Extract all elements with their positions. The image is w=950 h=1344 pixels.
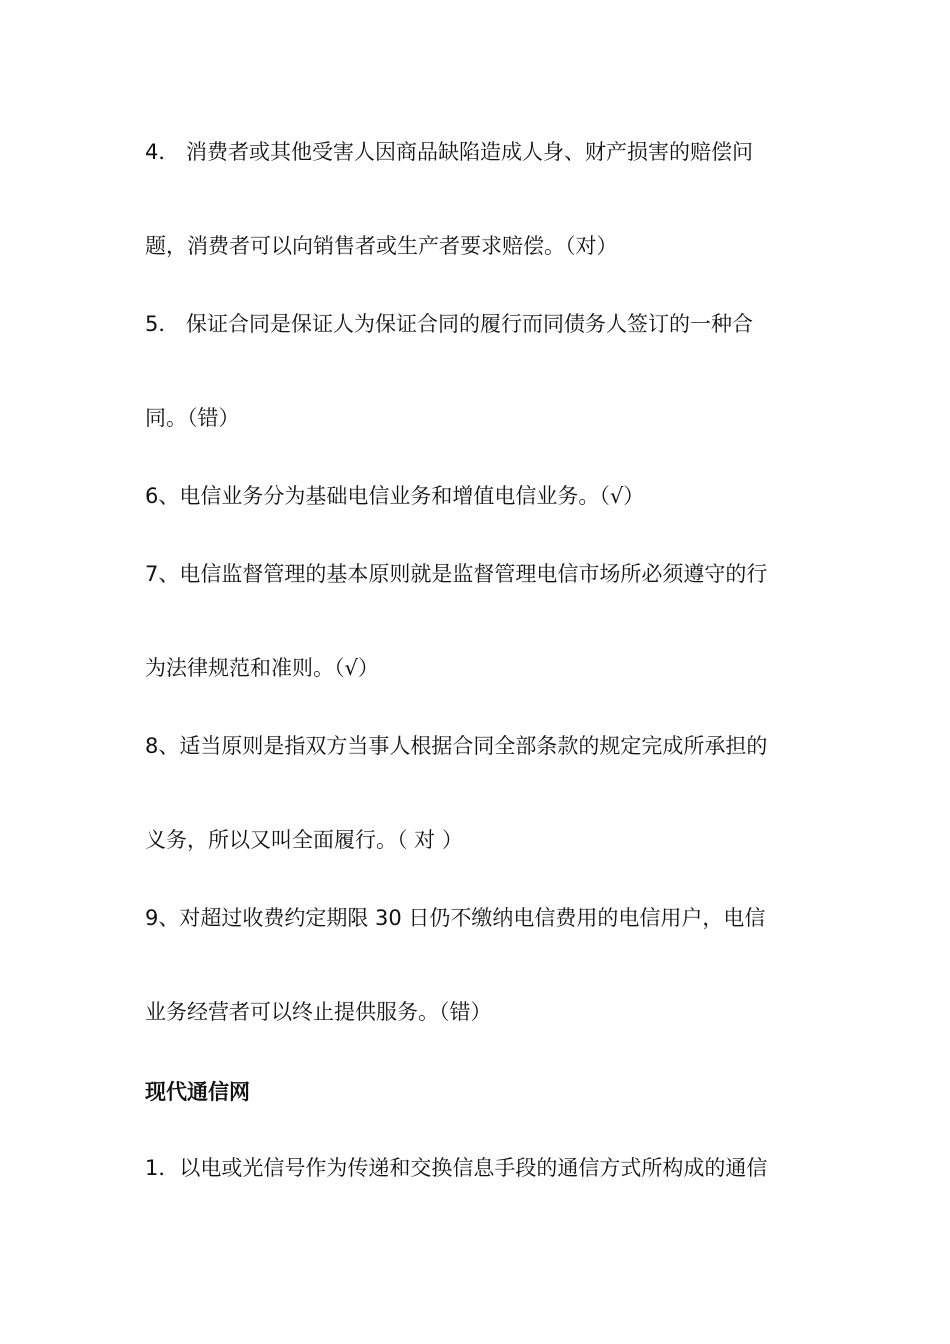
question-5-line-1: 5． 保证合同是保证人为保证合同的履行而同债务人签订的一种合 <box>145 312 754 336</box>
question-9-line-2: 业务经营者可以终止提供服务。（错） <box>145 1000 492 1024</box>
question-8-line-2: 义务，所以又叫全面履行。（ 对 ） <box>145 828 463 852</box>
question-7-line-2: 为法律规范和准则。（√） <box>145 656 379 680</box>
question-8-line-1: 8、适当原则是指双方当事人根据合同全部条款的规定完成所承担的 <box>145 734 768 758</box>
question-5-line-2: 同。（错） <box>145 406 240 430</box>
question-7-line-1: 7、电信监督管理的基本原则就是监督管理电信市场所必须遵守的行 <box>145 562 768 586</box>
question-9-line-1: 9、对超过收费约定期限 30 日仍不缴纳电信费用的电信用户，电信 <box>145 906 766 930</box>
section-heading: 现代通信网 <box>145 1080 250 1104</box>
question-4-line-2: 题，消费者可以向销售者或生产者要求赔偿。（对） <box>145 234 618 258</box>
question-6-line-1: 6、电信业务分为基础电信业务和增值电信业务。（√） <box>145 484 645 508</box>
question-4-line-1: 4． 消费者或其他受害人因商品缺陷造成人身、财产损害的赔偿问 <box>145 140 754 164</box>
section-question-1-line-1: 1．以电或光信号作为传递和交换信息手段的通信方式所构成的通信 <box>145 1156 768 1180</box>
